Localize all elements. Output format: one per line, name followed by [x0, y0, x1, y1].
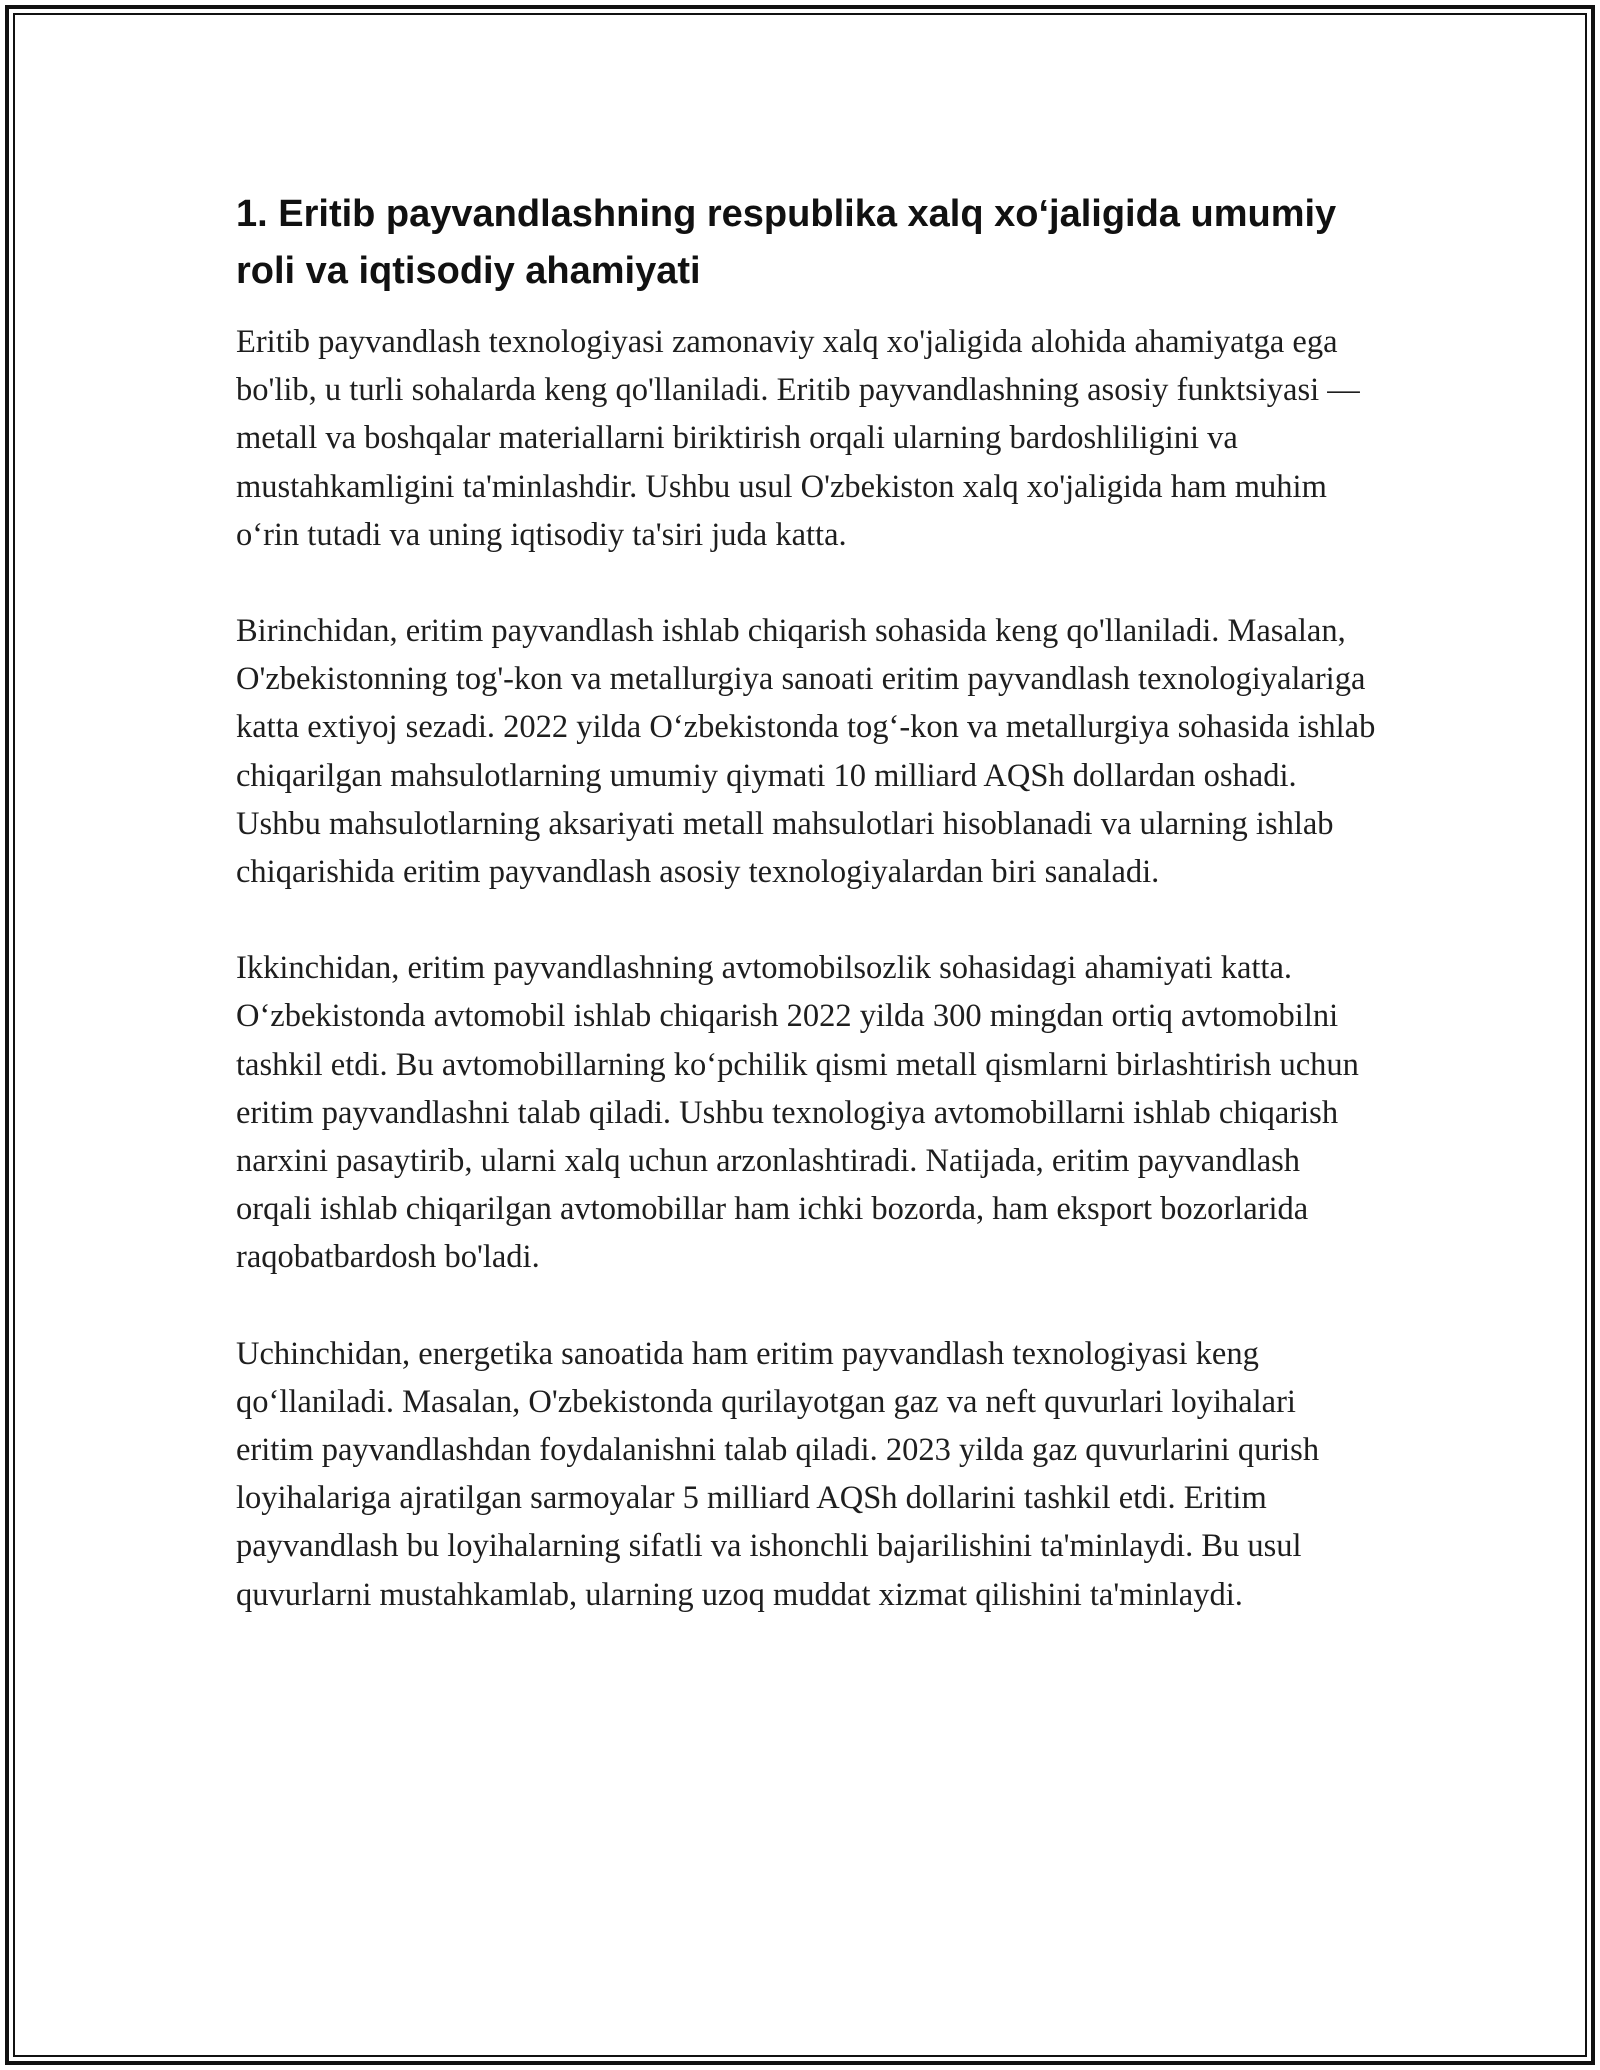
paragraph-energy: Uchinchidan, energetika sanoatida ham eritim payvandlash texnologiyasi keng qo‘llaniladi. Masalan, O'zbekistonda qurilayotgan gaz va neft quvurlari loyihalari eritim payvandlashdan foydalanishni talab qiladi. 2023 yilda gaz quvurlarini qurish loyihalariga ajratilgan sarmoyalar 5 milliard AQSh dollarini tashkil etdi. Eritim payvandlash bu loyihalarning sifatli va ishonchli bajarilishini ta'minlaydi. Bu usul quvurlarni mustahkamlab, ularning uzoq muddat xizmat qilishini ta'minlaydi.	[236, 1335, 1320, 1613]
paragraph-mining-metallurgy: Birinchidan, eritim payvandlash ishlab chiqarish sohasida keng qo'llaniladi. Masalan, O'zbekistonning tog'-kon va metallurgiya sanoati eritim payvandlash texnologiyalariga katta extiyoj sezadi. 2022 yilda O‘zbekistonda tog‘-kon va metallurgiya sohasida ishlab chiqarilgan mahsulotlarning umumiy qiymati 10 milliard AQSh dollardan oshadi. Ushbu mahsulotlarning aksariyati metall mahsulotlari hisoblanadi va ularning ishlab chiqarishida eritim payvandlash asosiy texnologiyalardan biri sanaladi.	[236, 613, 1376, 891]
paragraph-automotive: Ikkinchidan, eritim payvandlashning avtomobilsozlik sohasidagi ahamiyati katta. O‘zbekistonda avtomobil ishlab chiqarish 2022 yilda 300 mingdan ortiq avtomobilni tashkil etdi. Bu avtomobillarning ko‘pchilik qismi metall qismlarni birlashtirish uchun eritim payvandlashni talab qiladi. Ushbu texnologiya avtomobillarni ishlab chiqarish narxini pasaytirib, ularni xalq uchun arzonlashtiradi. Natijada, eritim payvandlash orqali ishlab chiqarilgan avtomobillar ham ichki bozorda, ham eksport bozorlarida raqobatbardosh bo'ladi.	[236, 950, 1359, 1276]
section-heading: 1. Eritib payvandlashning respublika xalq xo‘jaligida umumiy roli va iqtisodiy ahamiyati	[236, 193, 1337, 292]
paragraph-intro: Eritib payvandlash texnologiyasi zamonaviy xalq xo'jaligida alohida ahamiyatga ega bo'lib, u turli sohalarda keng qo'llaniladi. Eritib payvandlashning asosiy funktsiyasi — metall va boshqalar materiallarni biriktirish orqali ularning bardoshliligini va mustahkamligini ta'minlashdir. Ushbu usul O'zbekiston xalq xo'jaligida ham muhim o‘rin tutadi va uning iqtisodiy ta'siri juda katta.	[236, 324, 1360, 553]
document-body	[236, 186, 1376, 1667]
